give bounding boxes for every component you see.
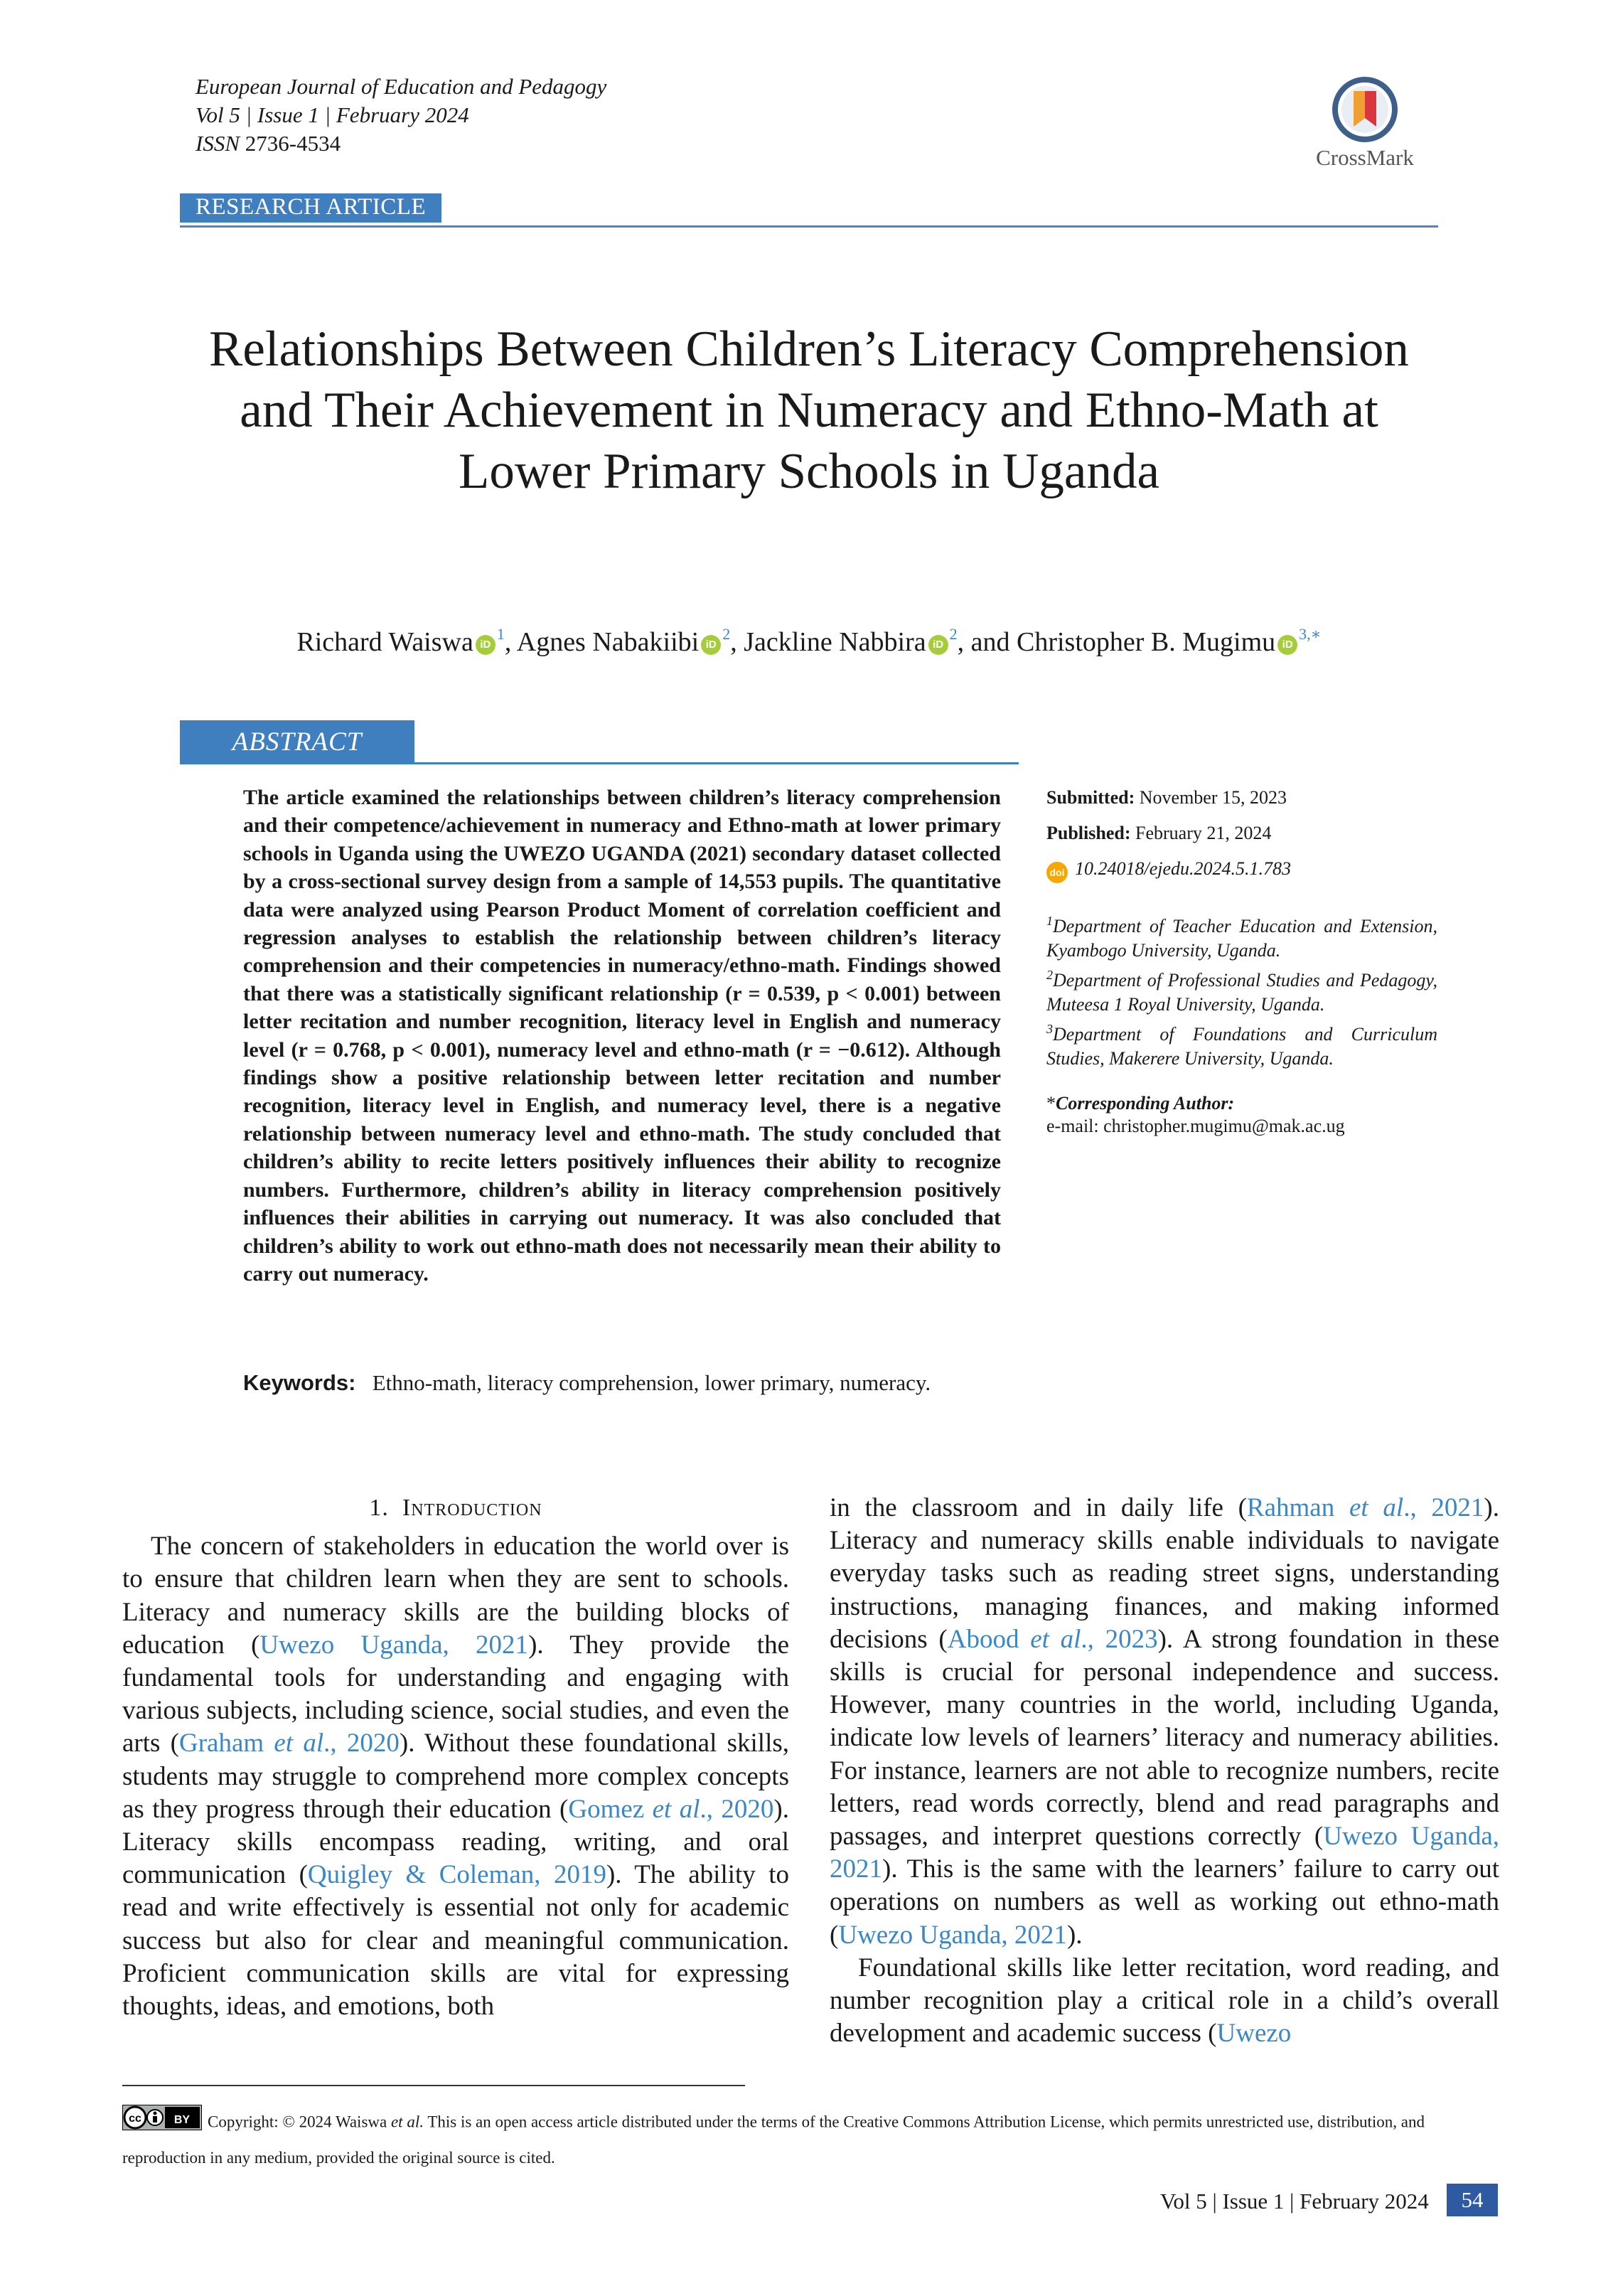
citation-link[interactable]: Rahman et al., 2021 [1246,1493,1484,1522]
orcid-icon[interactable]: iD [701,635,721,655]
author-separator: , [504,627,517,657]
author-separator: , and [957,627,1017,657]
published-date: Published: February 21, 2024 [1046,823,1272,843]
keywords-list: Ethno-math, literacy comprehension, lower primary, numeracy. [372,1370,931,1395]
page-number: 54 [1447,2184,1498,2216]
journal-info [195,73,606,158]
paragraph: The concern of stakeholders in education the world over is to ensure that children learn when they are sent to schools. Literacy and numeracy skills are the building blocks of education (Uwezo Uganda, 2021). They provide the fundamental tools for understanding and engaging with various subjects, including science, social studies, and even the arts (Graham et al., 2020). Without these foundational skills, students may struggle to comprehend more complex concepts as they progress through their education (Gomez et al., 2020). Literacy skills encompass reading, writing, and oral communication (Quigley & Coleman, 2019). The ability to read and write effectively is essential not only for academic success but also for clear and meaningful communication. Proficient communication skills are vital for expressing thoughts, ideas, and emotions, both [122,1532,790,2022]
author-name: Agnes Nabakiibi [516,627,700,657]
author-affiliation-sup: 2 [949,625,958,643]
doi-icon: doi [1046,862,1068,883]
corresponding-email[interactable]: e-mail: christopher.mugimu@mak.ac.ug [1046,1116,1345,1136]
crossmark-label: CrossMark [1316,145,1414,170]
keywords-label: Keywords: [243,1370,356,1395]
citation-link[interactable]: Graham et al., 2020 [179,1729,400,1758]
by-label: BY [173,2114,191,2126]
author-affiliation-sup: 1 [496,625,505,643]
author-separator: , [730,627,744,657]
author-name: Jackline Nabbira [744,627,926,657]
article-meta-sidebar [1046,786,1437,1138]
footer-divider [122,2085,745,2086]
orcid-icon[interactable]: iD [928,635,948,655]
author-list [180,617,1438,659]
journal-volume: Vol 5 | Issue 1 | February 2024 [195,102,469,127]
citation-link[interactable]: Quigley & Coleman, 2019 [307,1860,606,1890]
footer-volume: Vol 5 | Issue 1 | February 2024 [1160,2189,1429,2214]
crossmark-badge[interactable] [1294,77,1436,171]
body-column-right [830,1492,1499,2050]
submitted-date: Submitted: November 15, 2023 [1046,787,1287,808]
citation-link[interactable]: Uwezo Uganda, 2021 [830,1822,1499,1884]
orcid-icon[interactable]: iD [476,635,495,655]
keywords [243,1369,1001,1397]
abstract-divider [414,762,1019,764]
paragraph: Foundational skills like letter recitation, word reading, and number recognition play a critical role in a child’s overall development and academic success (Uwezo [830,1953,1499,2049]
cc-by-license-icon[interactable] [122,2105,202,2142]
article-title: Relationships Between Children’s Literacy Comprehension and Their Achievement in Numeracy and Ethno-Math at Lower Primary Schools in Uganda [209,321,1409,499]
author-name: Richard Waiswa [296,627,473,657]
copyright-notice: cc BY Copyright: © 2024 Waiswa et al. This is an open access article distributed under the terms of the Creative Commons Attribution License, which permits unrestricted use, distribution, and reproduction in any medium, provided the original source is cited. [122,2105,1501,2174]
article-type-badge: RESEARCH ARTICLE [180,193,441,223]
citation-link[interactable]: Abood et al., 2023 [947,1624,1158,1654]
citation-link[interactable]: Gomez et al., 2020 [568,1794,774,1824]
journal-name: European Journal of Education and Pedagogy [195,74,607,99]
affiliation: $^1$Department of Teacher Education and Extension, Kyambogo University, Uganda. [1046,914,1437,961]
affiliation: $^2$Department of Professional Studies and Pedagogy, Muteesa 1 Royal University, Uganda. [1046,968,1437,1015]
header-divider [180,225,1438,228]
affiliation: $^3$Department of Foundations and Curriculum Studies, Makerere University, Uganda. [1046,1022,1437,1069]
author-affiliation-sup: 3,∗ [1299,625,1322,643]
abstract-text: The article examined the relationships between children’s literacy comprehension and their competence/achievement in numeracy and Ethno-math at lower primary schools in Uganda using the UWEZO UGANDA (2021) secondary dataset collected by a cross-sectional survey design from a sample of 14,553 pupils. The quantitative data were analyzed using Pearson Product Moment of correlation coefficient and regression analyses to establish the relationship between children’s literacy comprehension and their competencies in numeracy/ethno-math. Findings showed that there was a statistically significant relationship (r = 0.539, p < 0.001) between letter recitation and number recognition, literacy level in English and numeracy level (r = 0.768, p < 0.001), numeracy level and ethno-math (r = −0.612). Although findings show a positive relationship between letter recitation and number recognition, literacy level in English, and numeracy level, there is a negative relationship between numeracy level and ethno-math. The study concluded that children’s ability to recite letters positively influences their ability to recognize numbers. Furthermore, children’s ability in literacy comprehension positively influences their abilities in carrying out numeracy. It was also concluded that children’s ability to work out ethno-math does not necessarily mean their ability to carry out numeracy. [243,786,1001,1286]
cc-label: cc [129,2113,141,2125]
section-heading: 1. Introduction [369,1495,542,1521]
abstract-heading: ABSTRACT [180,720,414,764]
citation-link[interactable]: Uwezo Uganda, 2021 [838,1920,1067,1950]
corresponding-author: *Corresponding Author: [1046,1093,1235,1114]
paragraph: in the classroom and in daily life (Rahman et al., 2021). Literacy and numeracy skills enable individuals to navigate everyday tasks such as reading street signs, understanding instructions, managing finances, and making informed decisions (Abood et al., 2023). A strong foundation in these skills is crucial for personal independence and success. However, many countries in the world, including Uganda, indicate low levels of learners’ literacy and numeracy abilities. For instance, learners are not able to recognize numbers, recite letters, read words correctly, blend and read paragraphs and passages, and interpret questions correctly (Uwezo Uganda, 2021). This is the same with the learners’ failure to carry out operations on numbers as well as working out ethno-math (Uwezo Uganda, 2021). [830,1493,1499,1950]
body-column-left [122,1492,789,2023]
journal-issn: ISSN 2736-4534 [195,131,341,156]
author-name: Christopher B. Mugimu [1016,627,1276,657]
orcid-icon[interactable]: iD [1277,635,1297,655]
citation-link[interactable]: Uwezo [1216,2019,1292,2049]
crossmark-icon [1332,77,1398,142]
doi-link[interactable]: doi 10.24018/ejedu.2024.5.1.783 [1046,858,1437,883]
author-affiliation-sup: 2 [722,625,731,643]
citation-link[interactable]: Uwezo Uganda, 2021 [259,1630,529,1660]
